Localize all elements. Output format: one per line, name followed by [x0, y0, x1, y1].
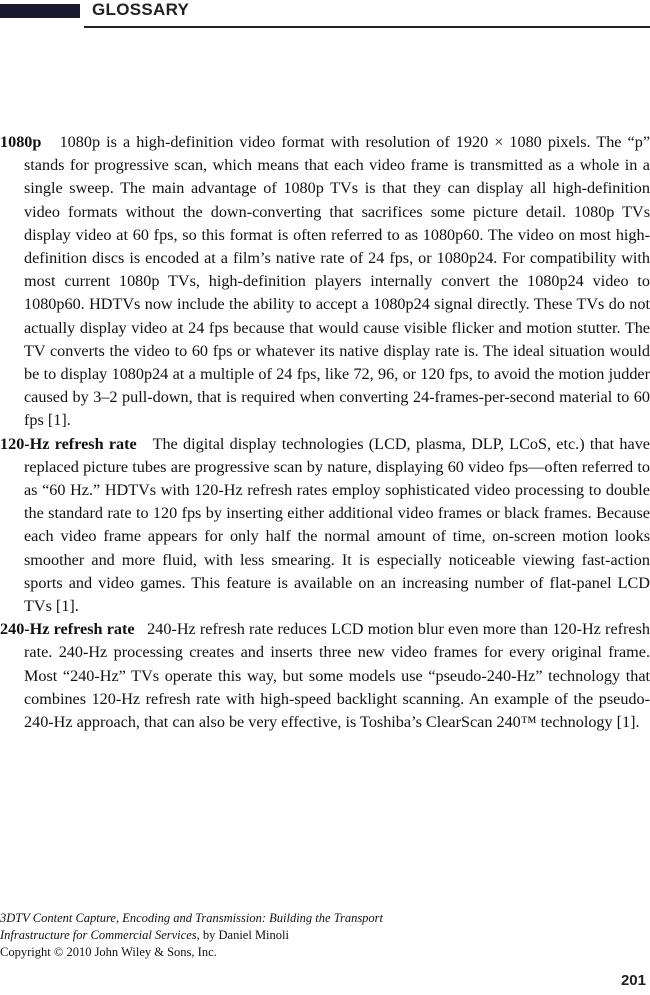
page-number: 201: [620, 972, 646, 989]
glossary-term: 1080p: [0, 133, 42, 151]
book-footnote: [0, 910, 650, 961]
header-accent-bar: [0, 4, 80, 18]
glossary-term: 120-Hz refresh rate: [0, 434, 137, 453]
glossary-entry-240hz: [0, 618, 650, 734]
section-title: GLOSSARY: [92, 0, 190, 19]
book-author: , by Daniel Minoli: [196, 928, 289, 942]
running-header: [0, 0, 650, 28]
book-title-continued: Infrastructure for Commercial Services: [0, 928, 197, 942]
glossary-entries: [0, 131, 650, 734]
glossary-definition: 1080p is a high-definition video format with resolution of 1920 × 1080 pixels. The “p” stands for progressive scan, which means that each video frame is transmitted as a whole in a single sweep. The main advantage of 1080p TVs is that they can display all high-definition video formats without the down-converting that sacrifices some picture detail. 1080p TVs display video at 60 fps, so this format is often referred to as 1080p60. The video on most high-definition discs is encoded at a film’s native rate of 24 fps, or 1080p24. For compatibility with most current 1080p TVs, high-definition players internally convert the 1080p24 video to 1080p60. HDTVs now include the ability to accept a 1080p24 signal directly. These TVs do not actually display video at 24 fps because that would cause visible flicker and motion stutter. The TV converts the video to 60 fps or whatever its native display rate is. The ideal situation would be to display 1080p24 at a multiple of 24 fps, like 72, 96, or 120 fps, to avoid the motion judder caused by 3–2 pull-down, that is required when converting 24-frames-per-second material to 60 fps [1].: [24, 133, 650, 430]
copyright-line: Copyright © 2010 John Wiley & Sons, Inc.: [0, 945, 217, 959]
glossary-entry-1080p: [0, 131, 650, 433]
glossary-definition: The digital display technologies (LCD, plasma, DLP, LCoS, etc.) that have replaced picture tubes are progressive scan by nature, displaying 60 video fps—often referred to as “60 Hz.” HDTVs with 120-Hz refresh rates employ sophisticated video processing to double the standard rate to 120 fps by inserting either additional video frames or black frames. Because each video frame appears for only half the normal amount of time, on-screen motion looks smoother and more fluid, with less smearing. It is especially noticeable viewing fast-action sports and video games. This feature is available on an increasing number of flat-panel LCD TVs [1].: [24, 434, 650, 616]
header-rule: [84, 26, 650, 28]
book-title-line-1: 3DTV Content Capture, Encoding and Transmission: Building the Transport: [0, 911, 384, 925]
glossary-term: 240-Hz refresh rate: [0, 620, 135, 639]
glossary-definition: 240-Hz refresh rate reduces LCD motion blur even more than 120-Hz refresh rate. 240-Hz processing creates and inserts three new video frames for every original frame. Most “240-Hz” TVs operate this way, but some models use “pseudo-240-Hz” technology that combines 120-Hz refresh rate with high-speed backlight scanning. An example of the pseudo-240-Hz approach, that can also be very effective, is Toshiba’s ClearScan 240™ technology [1].: [24, 620, 650, 732]
book-title-line-2: [0, 927, 650, 944]
glossary-entry-120hz: [0, 433, 650, 619]
